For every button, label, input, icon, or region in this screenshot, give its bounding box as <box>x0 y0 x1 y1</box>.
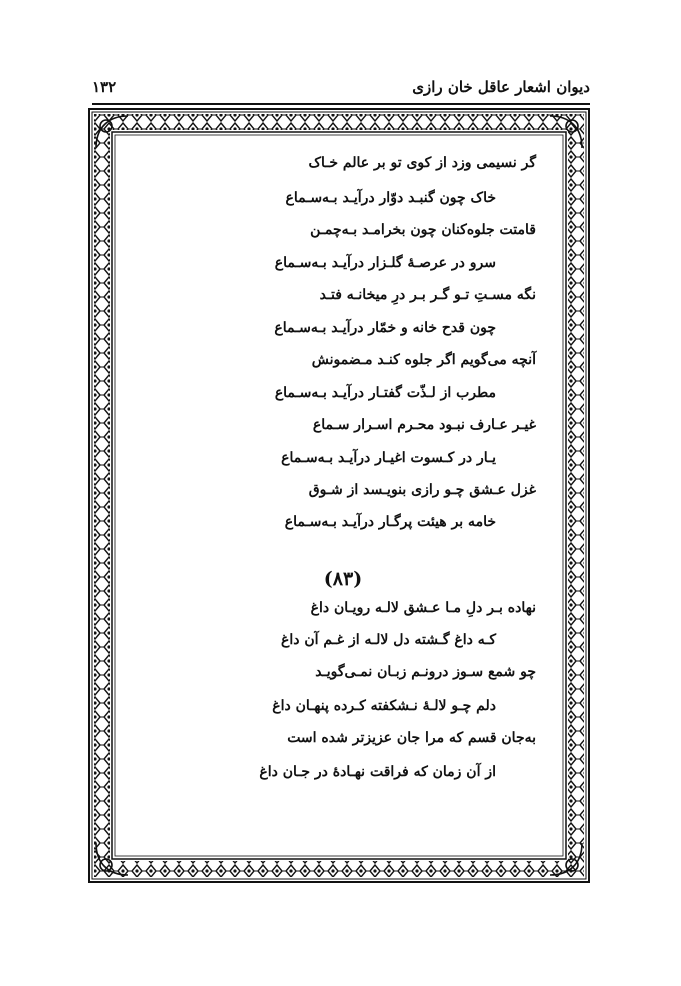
verse-line: غزل عـشق چـو رازی بنویـسد از شـوق <box>308 482 536 498</box>
verse-line: به‌جان قسم که مرا جان عزیزتر شده است <box>287 730 536 746</box>
verse-line: کـه داغ گـشته دل لالـه از غـم آن داغ <box>280 632 496 648</box>
verse-line: مطرب از لـذّت گفتـار درآیـد بـه‌سـماع <box>274 385 496 401</box>
section-number: (۸۳) <box>323 568 363 590</box>
verse-line: سرو در عرصـهٔ گلـزار درآیـد بـه‌سـماع <box>274 255 496 271</box>
verse-line: یـار در کـسوت اغیـار درآیـد بـه‌سـماع <box>281 450 496 466</box>
verse-line: غیـر عـارف نبـود محـرم اسـرار سـماع <box>312 417 536 433</box>
verse-line: چون قدح خانه و خمّار درآیـد بـه‌سـماع <box>274 320 496 336</box>
verse-line: چو شمع سـوز درونـم زبـان نمـی‌گویـد <box>315 664 536 680</box>
verse-line: خاک چون گنبـد دوّار درآیـد بـه‌سـماع <box>285 190 496 206</box>
book-title: دیوان اشعار عاقل خان رازی <box>412 78 590 96</box>
verse-line: گر نسیمی وزد از کوی تو بر عالم خـاک <box>308 155 536 171</box>
page-header <box>92 78 590 102</box>
verse-line: نگه مسـتِ تـو گـر بـر درِ میخانـه فتـد <box>319 287 536 303</box>
verse-line: قامتت جلوه‌کنان چون بخرامـد بـه‌چمـن <box>310 222 536 238</box>
verse-line: از آن زمان که فراقت نهـادهٔ در جـان داغ <box>259 764 496 780</box>
verse-line: آنچه می‌گویم اگر جلوه کنـد مـضمونش <box>311 352 536 368</box>
header-rule <box>92 103 590 105</box>
verse-line: نهاده بـر دلِ مـا عـشق لالـه رویـان داغ <box>310 600 536 616</box>
page-number: ۱۳۲ <box>92 78 117 96</box>
verse-line: دلم چـو لالـهٔ نـشکفته کـرده پنهـان داغ <box>272 698 496 714</box>
verse-line: خامه بر هیئت پرگـار درآیـد بـه‌سـماع <box>284 514 496 530</box>
